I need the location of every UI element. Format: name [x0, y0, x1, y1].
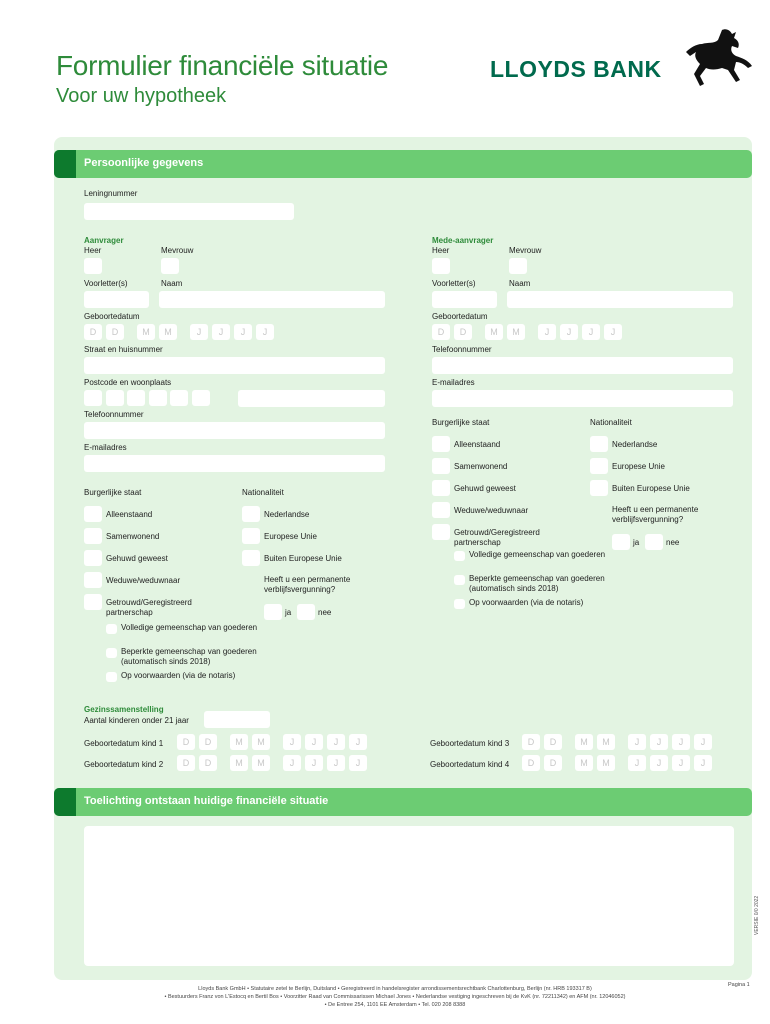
mevrouw-label: Mevrouw	[161, 246, 194, 255]
co-sub-label-1: Volledige gemeenschap van goederen	[469, 550, 606, 559]
co-geboortedatum-label: Geboortedatum	[432, 312, 488, 321]
burgerlijke-staat-label: Burgerlijke staat	[84, 488, 142, 497]
permit-ja-label: ja	[285, 608, 292, 617]
section-tab	[54, 150, 76, 178]
kind3-digit-2[interactable]: D	[544, 734, 562, 750]
kind4-digit-1[interactable]: D	[522, 755, 540, 771]
version-code: VERSIE 0/0 2022	[754, 895, 760, 935]
nationaliteit-checkbox-1[interactable]	[242, 506, 260, 522]
footer-line-2: • Bestuurders Franz von L'Estocq en Bertil Bos • Voorzitter Raad van Commissarissen Michael Jones • Nederlandse vestiging ingeschreven bij de KvK (nr. 72211342) en AFM (nr. 12046052)	[164, 994, 626, 1000]
kind1-digit-5[interactable]: J	[283, 734, 301, 750]
postcode-box-4[interactable]	[149, 390, 167, 406]
email-label: E-mailadres	[84, 443, 127, 452]
co-permit-ja-label: ja	[633, 538, 640, 547]
geboortedatum-digit-3[interactable]: M	[137, 324, 155, 340]
postcode-box-2[interactable]	[106, 390, 124, 406]
section-tab	[54, 788, 76, 816]
email-field[interactable]	[84, 455, 385, 472]
heer-checkbox[interactable]	[84, 258, 102, 274]
co-permit-nee-checkbox[interactable]	[645, 534, 663, 550]
status-checkbox-4[interactable]	[84, 572, 102, 588]
app-sub-label-3: Op voorwaarden (via de notaris)	[121, 671, 236, 680]
applicant-heading: Aanvrager	[84, 236, 124, 245]
co-status-label-3: Gehuwd geweest	[454, 484, 516, 493]
kind3-digit-3[interactable]: M	[575, 734, 593, 750]
co-voorletters-field[interactable]	[432, 291, 497, 308]
co-mevrouw-label: Mevrouw	[509, 246, 542, 255]
status-label-3: Gehuwd geweest	[106, 554, 168, 563]
page-title: Formulier financiële situatie	[56, 50, 389, 81]
co-status-checkbox-1[interactable]	[432, 436, 450, 452]
co-status-label-2: Samenwonend	[454, 462, 508, 471]
kind4-digit-2[interactable]: D	[544, 755, 562, 771]
permit-ja-checkbox[interactable]	[264, 604, 282, 620]
postcode-label: Postcode en woonplaats	[84, 378, 172, 387]
co-permit-question: Heeft u een permanente verblijfsvergunning?	[612, 505, 699, 524]
status-checkbox-1[interactable]	[84, 506, 102, 522]
app-sub-checkbox-3[interactable]	[106, 672, 117, 682]
co-applicant-heading: Mede-aanvrager	[432, 236, 494, 245]
geboortedatum-label: Geboortedatum	[84, 312, 140, 321]
voorletters-label: Voorletter(s)	[84, 279, 128, 288]
kind2-digit-6[interactable]: J	[305, 755, 323, 771]
nationaliteit-label-3: Buiten Europese Unie	[264, 554, 342, 563]
status-checkbox-2[interactable]	[84, 528, 102, 544]
nationaliteit-label-1: Nederlandse	[264, 510, 310, 519]
kinderen-label: Aantal kinderen onder 21 jaar	[84, 716, 189, 725]
app-sub-label-1: Volledige gemeenschap van goederen	[121, 623, 258, 632]
co-permit-nee-label: nee	[666, 538, 680, 547]
status-label-5: Getrouwd/Geregistreerd partnerschap	[106, 598, 192, 617]
co-permit-ja-checkbox[interactable]	[612, 534, 630, 550]
co-sub-checkbox-3[interactable]	[454, 599, 465, 609]
co-nationaliteit-checkbox-1[interactable]	[590, 436, 608, 452]
co-status-label-1: Alleenstaand	[454, 440, 501, 449]
co-voorletters-label: Voorletter(s)	[432, 279, 476, 288]
permit-nee-label: nee	[318, 608, 332, 617]
voorletters-field[interactable]	[84, 291, 149, 308]
kind1-digit-2[interactable]: D	[199, 734, 217, 750]
co-naam-label: Naam	[509, 279, 531, 288]
co-geboortedatum-digit-1[interactable]: D	[432, 324, 450, 340]
permit-question: Heeft u een permanente verblijfsvergunning?	[264, 575, 351, 594]
nationaliteit-label-2: Europese Unie	[264, 532, 317, 541]
leningnummer-field[interactable]	[84, 203, 294, 220]
status-label-2: Samenwonend	[106, 532, 160, 541]
kind3-digit-4[interactable]: M	[597, 734, 615, 750]
woonplaats-field[interactable]	[238, 390, 385, 407]
brand-name: LLOYDS BANK	[490, 56, 662, 82]
co-geboortedatum-digit-3[interactable]: M	[485, 324, 503, 340]
geboortedatum-digit-4[interactable]: M	[159, 324, 177, 340]
straat-field[interactable]	[84, 357, 385, 374]
geboortedatum-digit-7[interactable]: J	[234, 324, 252, 340]
co-status-checkbox-5[interactable]	[432, 524, 450, 540]
section-title: Toelichting ontstaan huidige financiële situatie	[84, 795, 329, 807]
nationaliteit-checkbox-2[interactable]	[242, 528, 260, 544]
kind4-digit-7[interactable]: J	[672, 755, 690, 771]
co-nationaliteit-label-2: Europese Unie	[612, 462, 665, 471]
section-title: Persoonlijke gegevens	[84, 157, 204, 169]
kind2-label: Geboortedatum kind 2	[84, 760, 164, 769]
app-sub-label-2: Beperkte gemeenschap van goederen (automatisch sinds 2018)	[121, 647, 257, 666]
co-email-field[interactable]	[432, 390, 733, 407]
kind1-digit-3[interactable]: M	[230, 734, 248, 750]
kind1-digit-1[interactable]: D	[177, 734, 195, 750]
mevrouw-checkbox[interactable]	[161, 258, 179, 274]
kind1-digit-7[interactable]: J	[327, 734, 345, 750]
kind1-digit-4[interactable]: M	[252, 734, 270, 750]
co-geboortedatum-digit-4[interactable]: M	[507, 324, 525, 340]
co-sub-label-3: Op voorwaarden (via de notaris)	[469, 598, 584, 607]
co-telefoon-label: Telefoonnummer	[432, 345, 492, 354]
section-header-toelichting	[54, 788, 752, 816]
co-heer-checkbox[interactable]	[432, 258, 450, 274]
co-status-checkbox-4[interactable]	[432, 502, 450, 518]
co-email-label: E-mailadres	[432, 378, 475, 387]
co-sub-checkbox-2[interactable]	[454, 575, 465, 585]
co-geboortedatum-digit-6[interactable]: J	[560, 324, 578, 340]
telefoon-label: Telefoonnummer	[84, 410, 144, 419]
kind3-digit-6[interactable]: J	[650, 734, 668, 750]
section-header-personal	[54, 150, 752, 178]
telefoon-field[interactable]	[84, 422, 385, 439]
postcode-box-5[interactable]	[170, 390, 188, 406]
kind2-digit-8[interactable]: J	[349, 755, 367, 771]
kind2-digit-2[interactable]: D	[199, 755, 217, 771]
footer-line-1: Lloyds Bank GmbH • Statutaire zetel te Berlijn, Duitsland • Geregistreerd in handelsregister arrondissementsrechtbank Charlottenburg, Berlijn (nr. HRB 193317 B)	[198, 986, 592, 992]
co-nationaliteit-checkbox-2[interactable]	[590, 458, 608, 474]
kind2-digit-3[interactable]: M	[230, 755, 248, 771]
co-geboortedatum-digit-2[interactable]: D	[454, 324, 472, 340]
co-geboortedatum-digit-7[interactable]: J	[582, 324, 600, 340]
page-number: Pagina 1	[728, 982, 750, 988]
geboortedatum-digit-8[interactable]: J	[256, 324, 274, 340]
kind4-digit-4[interactable]: M	[597, 755, 615, 771]
kind4-label: Geboortedatum kind 4	[430, 760, 510, 769]
naam-label: Naam	[161, 279, 183, 288]
kind2-digit-7[interactable]: J	[327, 755, 345, 771]
nationaliteit-label: Nationaliteit	[242, 488, 284, 497]
kind3-label: Geboortedatum kind 3	[430, 739, 510, 748]
co-status-checkbox-2[interactable]	[432, 458, 450, 474]
heer-label: Heer	[84, 246, 102, 255]
app-sub-checkbox-2[interactable]	[106, 648, 117, 658]
kind1-digit-8[interactable]: J	[349, 734, 367, 750]
status-checkbox-5[interactable]	[84, 594, 102, 610]
straat-label: Straat en huisnummer	[84, 345, 163, 354]
footer-line-3: • De Entree 254, 1101 EE Amsterdam • Tel. 020 208 8388	[324, 1002, 466, 1008]
kind1-label: Geboortedatum kind 1	[84, 739, 164, 748]
co-naam-field[interactable]	[507, 291, 733, 308]
postcode-box-1[interactable]	[84, 390, 102, 406]
black-horse-icon	[682, 26, 754, 88]
kind4-digit-6[interactable]: J	[650, 755, 668, 771]
co-nationaliteit-label-1: Nederlandse	[612, 440, 658, 449]
co-nationaliteit-label: Nationaliteit	[590, 418, 632, 427]
kind3-digit-8[interactable]: J	[694, 734, 712, 750]
status-label-4: Weduwe/weduwnaar	[106, 576, 181, 585]
co-status-label-5: Getrouwd/Geregistreerd partnerschap	[454, 528, 540, 547]
kind4-digit-3[interactable]: M	[575, 755, 593, 771]
co-geboortedatum-digit-5[interactable]: J	[538, 324, 556, 340]
kind4-digit-8[interactable]: J	[694, 755, 712, 771]
co-nationaliteit-checkbox-3[interactable]	[590, 480, 608, 496]
postcode-box-3[interactable]	[127, 390, 145, 406]
app-sub-checkbox-1[interactable]	[106, 624, 117, 634]
kind3-digit-5[interactable]: J	[628, 734, 646, 750]
toelichting-textarea[interactable]	[84, 826, 734, 966]
kind2-digit-1[interactable]: D	[177, 755, 195, 771]
geboortedatum-digit-2[interactable]: D	[106, 324, 124, 340]
kind1-digit-6[interactable]: J	[305, 734, 323, 750]
status-label-1: Alleenstaand	[106, 510, 153, 519]
co-status-checkbox-3[interactable]	[432, 480, 450, 496]
co-sub-label-2: Beperkte gemeenschap van goederen (automatisch sinds 2018)	[469, 574, 605, 593]
co-status-label-4: Weduwe/weduwnaar	[454, 506, 529, 515]
leningnummer-label: Leningnummer	[84, 189, 138, 198]
kind3-digit-1[interactable]: D	[522, 734, 540, 750]
kind4-digit-5[interactable]: J	[628, 755, 646, 771]
geboortedatum-digit-1[interactable]: D	[84, 324, 102, 340]
kind2-digit-5[interactable]: J	[283, 755, 301, 771]
co-heer-label: Heer	[432, 246, 450, 255]
permit-nee-checkbox[interactable]	[297, 604, 315, 620]
co-mevrouw-checkbox[interactable]	[509, 258, 527, 274]
co-burgerlijke-staat-label: Burgerlijke staat	[432, 418, 490, 427]
postcode-box-6[interactable]	[192, 390, 210, 406]
household-heading: Gezinssamenstelling	[84, 705, 164, 714]
geboortedatum-digit-6[interactable]: J	[212, 324, 230, 340]
kind2-digit-4[interactable]: M	[252, 755, 270, 771]
kinderen-field[interactable]	[204, 711, 270, 728]
geboortedatum-digit-5[interactable]: J	[190, 324, 208, 340]
co-sub-checkbox-1[interactable]	[454, 551, 465, 561]
co-nationaliteit-label-3: Buiten Europese Unie	[612, 484, 690, 493]
nationaliteit-checkbox-3[interactable]	[242, 550, 260, 566]
co-geboortedatum-digit-8[interactable]: J	[604, 324, 622, 340]
status-checkbox-3[interactable]	[84, 550, 102, 566]
naam-field[interactable]	[159, 291, 385, 308]
co-telefoon-field[interactable]	[432, 357, 733, 374]
kind3-digit-7[interactable]: J	[672, 734, 690, 750]
page-subtitle: Voor uw hypotheek	[56, 85, 227, 107]
